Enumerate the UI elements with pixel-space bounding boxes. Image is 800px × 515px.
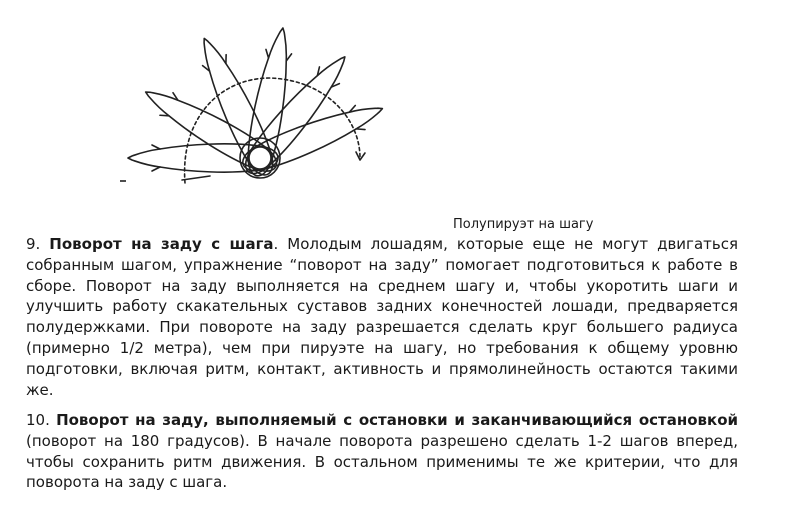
horse-turn-sketch	[120, 8, 420, 204]
figure-caption: Полупируэт на шагу	[453, 217, 594, 232]
paragraph-title: Поворот на заду с шага	[49, 235, 274, 253]
paragraph-10	[26, 410, 738, 493]
paragraph-body: (поворот на 180 градусов). В начале поворота разрешено сделать 1-2 шагов вперед, чтобы сохранить ритм движения. В остальном применимы те же критерии, что для поворота на заду с шага.	[26, 431, 738, 492]
horse-outline	[139, 80, 283, 179]
half-pirouette-illustration	[120, 8, 420, 204]
paragraph-number: 9.	[26, 235, 50, 253]
paragraph-number: 10.	[26, 411, 57, 429]
paragraph-body: . Молодым лошадям, которые еще не могут двигаться собранным шагом, упражнение “поворот на заду” помогает подготовиться к работе в сборе. Поворот на заду выполняется на среднем шагу и, чтобы укоротить шаги и улучшить работу скакательных суставов задних конечностей лошади, предваряется полудержками. При повороте на заду разрешается сделать круг большего радиуса (примерно 1/2 метра), чем при пируэте на шагу, но требования к общему уровню подготовки, включая ритм, контакт, активность и прямолинейность остаются такими же.	[26, 235, 738, 399]
paragraph-title: Поворот на заду, выполняемый с остановки и заканчивающийся остановкой	[56, 411, 739, 429]
paragraph-9	[26, 234, 738, 400]
